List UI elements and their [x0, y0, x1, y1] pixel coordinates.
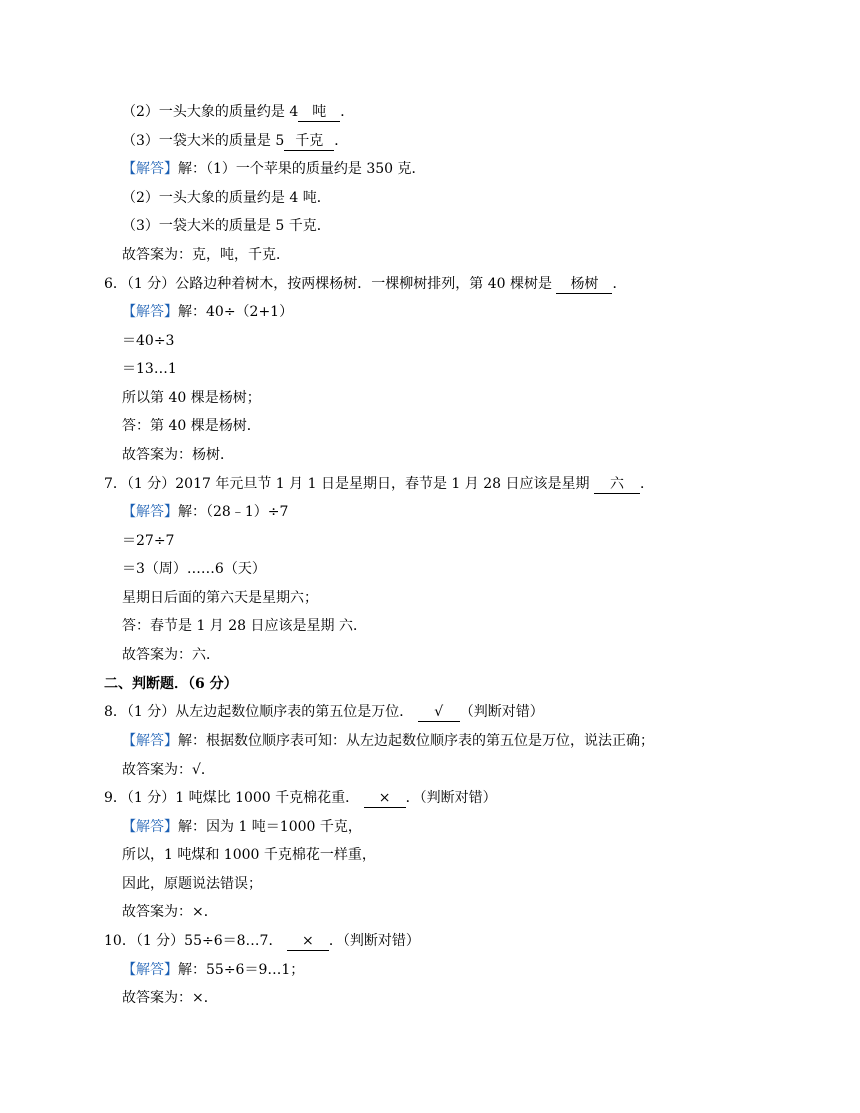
answer-blank: 六 [594, 476, 640, 494]
solution-line: ＝40÷3 [122, 333, 175, 349]
solution-line: ＝27÷7 [122, 533, 175, 549]
solution-line: 【解答】解：（28﹣1）÷7 [122, 504, 289, 520]
solution-tag: 【解答】 [122, 504, 178, 520]
answer-summary: 故答案为：×． [122, 904, 218, 920]
answer-summary: 故答案为：杨树． [122, 447, 234, 463]
section-heading: 二、判断题．（6 分） [104, 676, 238, 692]
answer-summary: 故答案为：√． [122, 762, 215, 778]
answer-line-elephant: （2）一头大象的质量约是 4 吨 ． [122, 104, 355, 120]
answer-blank: × [364, 790, 406, 808]
answer-blank: 千克 [284, 133, 334, 151]
answer-blank: √ [418, 704, 460, 722]
solution-line: 【解答】解：根据数位顺序表可知：从左边起数位顺序表的第五位是万位，说法正确； [122, 733, 654, 749]
answer-summary: 故答案为：克，吨，千克． [122, 247, 290, 263]
solution-line: ＝13…1 [122, 361, 177, 377]
solution-tag: 【解答】 [122, 161, 178, 177]
solution-line: 【解答】解：40÷（2+1） [122, 304, 294, 320]
answer-line-rice: （3）一袋大米的质量是 5 千克 ． [122, 133, 349, 149]
solution-line: 答：春节是 1 月 28 日应该是星期 六． [122, 618, 367, 634]
question-7: 7．（1 分）2017 年元旦节 1 月 1 日是星期日，春节是 1 月 28 日应该是星期 六 ． [104, 476, 654, 492]
question-10: 10．（1 分）55÷6＝8…7． × ．（判断对错） [104, 933, 420, 949]
solution-line: 因此，原题说法错误； [122, 876, 262, 892]
solution-tag: 【解答】 [122, 962, 178, 978]
solution-line: 所以第 40 棵是杨树； [122, 390, 261, 406]
solution-tag: 【解答】 [122, 304, 178, 320]
answer-blank: 杨树 [556, 276, 612, 294]
solution-line: 星期日后面的第六天是星期六； [122, 590, 318, 606]
solution-line: 所以，1 吨煤和 1000 千克棉花一样重， [122, 847, 376, 863]
answer-blank: × [287, 933, 329, 951]
solution-line: 【解答】解：（1）一个苹果的质量约是 350 克． [122, 161, 426, 177]
question-8: 8．（1 分）从左边起数位顺序表的第五位是万位． √ （判断对错） [104, 704, 544, 720]
solution-line: 【解答】解：55÷6＝9…1； [122, 962, 305, 978]
solution-line: （3）一袋大米的质量是 5 千克． [122, 218, 331, 234]
question-9: 9．（1 分）1 吨煤比 1000 千克棉花重． × ．（判断对错） [104, 790, 497, 806]
answer-summary: 故答案为：×． [122, 990, 218, 1006]
question-6: 6．（1 分）公路边种着树木，按两棵杨树．一棵柳树排列，第 40 棵树是 杨树 ． [104, 276, 627, 292]
solution-line: （2）一头大象的质量约是 4 吨． [122, 190, 331, 206]
answer-blank: 吨 [298, 104, 340, 122]
answer-summary: 故答案为：六． [122, 647, 220, 663]
solution-line: ＝3（周）……6（天） [122, 561, 266, 577]
solution-line: 【解答】解：因为 1 吨＝1000 千克， [122, 819, 362, 835]
solution-tag: 【解答】 [122, 819, 178, 835]
solution-line: 答：第 40 棵是杨树． [122, 418, 261, 434]
solution-tag: 【解答】 [122, 733, 178, 749]
